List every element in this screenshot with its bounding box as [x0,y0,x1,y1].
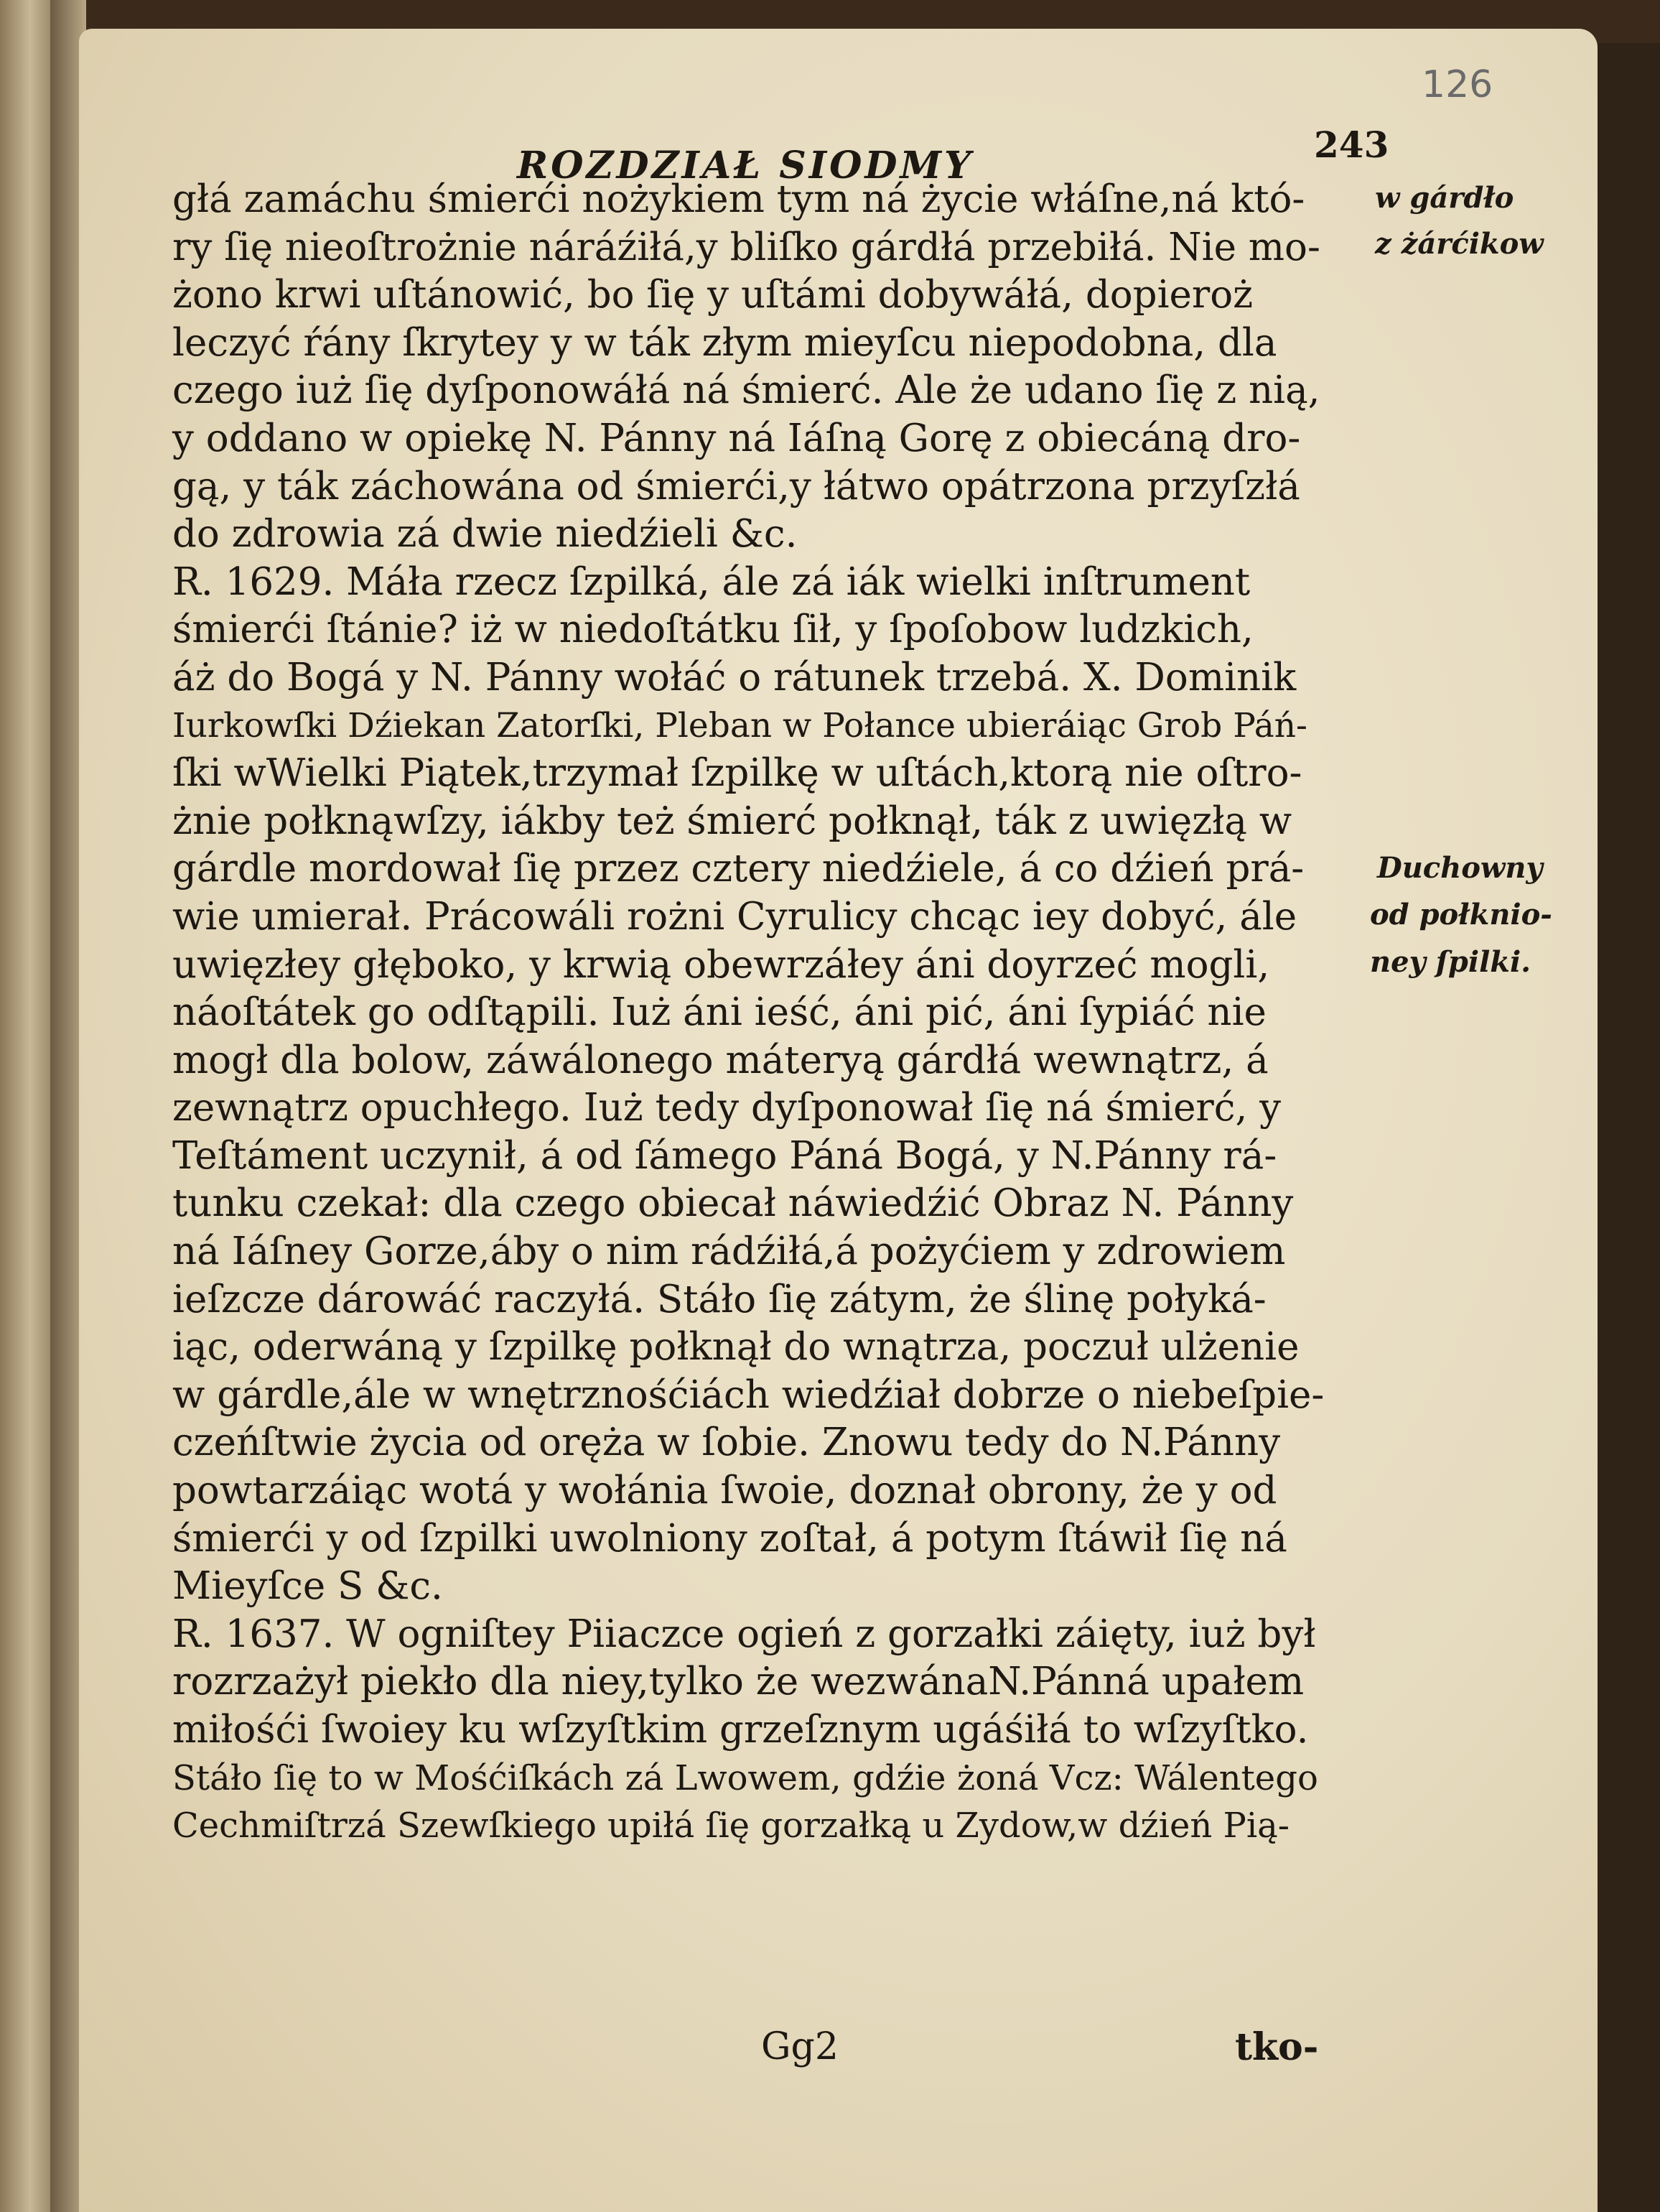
text-line: R. 1629. Máła rzecz ſzpilká, ále zá iák wielki inſtrument [172,559,1251,604]
text-line: áż do Bogá y N. Pánny wołáć o rátunek trzebá. X. Dominik [172,655,1297,700]
text-line: Iurkowſki Dźiekan Zatorſki, Pleban w Połance ubieráiąc Grob Páń- [172,705,1307,745]
text-line: Teſtáment uczynił, á od ſámego Páná Bogá, y N.Pánny rá- [172,1133,1277,1178]
text-line: uwięzłey głęboko, y krwią obewrzáłey áni doyrzeć mogli, [172,942,1270,987]
text-line: czeńſtwie życia od oręża w ſobie. Znowu tedy do N.Pánny [172,1421,1281,1465]
text-line: w gárdle,ále w wnętrznośćiách wiedźiał dobrze o niebeſpie- [172,1372,1325,1417]
text-line: wie umierał. Prácowáli rożni Cyrulicy chcąc iey dobyć, ále [172,894,1297,939]
text-line: gárdle mordował ſię przez cztery niedźiele, á co dźień prá- [172,847,1305,891]
text-line: Cechmiſtrzá Szewſkiego upiłá ſię gorzałką u Zydow,w dźień Pią- [172,1806,1290,1846]
margin-note-duchowny: Duchowny [1377,851,1543,885]
text-line: głá zamáchu śmierći nożykiem tym ná życie włáſne,ná któ- [172,177,1305,221]
text-line: czego iuż ſię dyſponowáłá ná śmierć. Ale że udano ſię z nią, [172,368,1320,413]
text-line: tunku czekał: dla czego obiecał náwiedźić Obraz N. Pánny [172,1181,1294,1226]
pencil-folio-number: 126 [1422,63,1493,106]
text-line: powtarzáiąc wotá y wołánia ſwoie, doznał obrony, że y od [172,1469,1277,1513]
text-line: śmierći y od ſzpilki uwolniony zoſtał, á potym ſtáwił ſię ná [172,1516,1287,1561]
text-line: gą, y ták záchowána od śmierći,y łátwo opátrzona przyſzłá [172,464,1300,508]
text-line: żono krwi uſtánowić, bo ſię y uſtámi dobywáłá, dopieroż [172,273,1254,317]
text-line: rozrzażył piekło dla niey,tylko że wezwánaN.Pánná upałem [172,1660,1305,1704]
page-number: 243 [1314,124,1389,166]
margin-note-z-zarcikow: z żárćikow [1375,227,1544,261]
text-line: Mieyſce S &c. [172,1564,443,1609]
facing-page-edge [0,0,50,2212]
text-line: zewnątrz opuchłego. Iuż tedy dyſponował ſię ná śmierć, y [172,1086,1282,1130]
text-line: mogł dla bolow, záwálonego máteryą gárdłá wewnątrz, á [172,1038,1269,1082]
margin-note-ney-spilki: ney ſpilki. [1370,945,1531,979]
body-text [172,176,1364,1850]
page-fore-edge [1598,43,1660,2212]
text-line: śmierći ſtánie? iż w niedoſtátku ſił, y ſpoſobow ludzkich, [172,608,1254,652]
text-line: miłośći ſwoiey ku wſzyſtkim grzeſznym ugáśiłá to wſzyſtko. [172,1708,1309,1752]
running-head: ROZDZIAŁ SIODMY [517,144,974,187]
margin-note-od-polknio: od połknio- [1370,898,1552,931]
text-line: ná Iáſney Gorze,áby o nim rádźiłá,á pożyćiem y zdrowiem [172,1230,1286,1274]
text-line: leczyć ŕány ſkrytey y w ták złym mieyſcu niepodobna, dla [172,320,1277,365]
text-line: R. 1637. W ogniſtey Piiaczce ogień z gorzałki záięty, iuż był [172,1612,1316,1656]
text-line: ry ſię nieoſtrożnie náráźiłá,y bliſko gárdłá przebiłá. Nie mo- [172,225,1320,269]
catchword: tko- [1235,2025,1319,2069]
text-line: żnie połknąwſzy, iákby też śmierć połknął, ták z uwięzłą w [172,799,1292,843]
margin-note-w-gardlo: w gárdło [1375,181,1514,215]
text-line: do zdrowia zá dwie niedźieli &c. [172,512,798,557]
text-line: y oddano w opiekę N. Pánny ná Iáſną Gorę z obiecáną dro- [172,416,1301,460]
text-line: ſki wWielki Piątek,trzymał ſzpilkę w uſtách,ktorą nie oſtro- [172,751,1302,796]
signature-mark: Gg2 [761,2025,839,2068]
text-line: iąc, oderwáną y ſzpilkę połknął do wnątrza, poczuł ulżenie [172,1325,1300,1370]
text-line: ieſzcze dárowáć raczyłá. Stáło ſię zátym, że ślinę połyká- [172,1277,1267,1321]
text-line: náoſtátek go odſtąpili. Iuż áni ieść, áni pić, áni ſypiáć nie [172,990,1267,1035]
text-line: Stáło ſię to w Mośćiſkách zá Lwowem, gdźie żoná Vcz: Wálentego [172,1757,1318,1798]
